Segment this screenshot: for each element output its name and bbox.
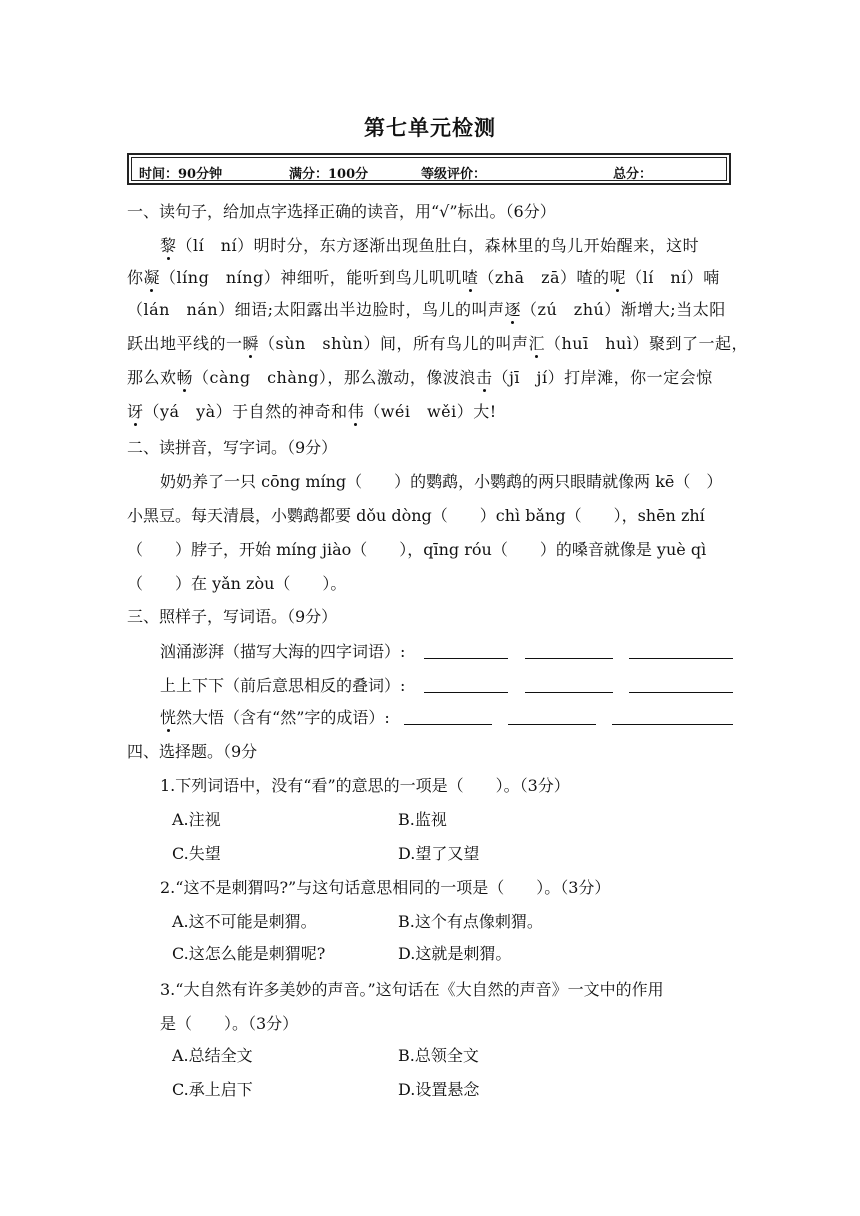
dotted-char: 汇 <box>528 334 545 353</box>
s2-line-4: （ ）在 yǎn zòu（ ）。 <box>127 574 347 593</box>
exam-time: 时间：90分钟 <box>139 167 223 182</box>
s3-row-3-label: 恍然大悟（含有“然”字的成语）: <box>160 708 390 727</box>
dotted-char: 伟 <box>347 402 365 421</box>
dotted-char: 讶 <box>127 402 144 421</box>
section-1-heading: 一、读句子，给加点字选择正确的读音，用“√”标出。（6分） <box>127 202 556 221</box>
answer-blank[interactable] <box>424 692 508 693</box>
s2-line-1: 奶奶养了一只 cōng míng（ ）的鹦鹉，小鹦鹉的两只眼睛就像两 kē（ ） <box>160 472 723 491</box>
dotted-char: 呢 <box>609 268 627 287</box>
q1-option-d[interactable]: D.望了又望 <box>398 844 480 863</box>
answer-blank[interactable] <box>612 724 733 725</box>
q1-option-b[interactable]: B.监视 <box>398 810 447 829</box>
s1-line-5: 那么欢畅（càng chàng），那么激动，像波浪击（jī jí）打岸滩，你一定会惊 <box>127 368 713 387</box>
s1-line-3: （lán nán）细语;太阳露出半边脸时，鸟儿的叫声逐（zú zhú）渐增大;当太阳 <box>127 300 726 319</box>
exam-info-box <box>127 153 731 185</box>
dotted-char: 畅 <box>176 368 194 387</box>
s1-line-1: 黎（lí ní）明时分，东方逐渐出现鱼肚白，森林里的鸟儿开始醒来，这时 <box>160 236 700 255</box>
dotted-char: 黎 <box>160 236 177 255</box>
s2-line-3: （ ）脖子，开始 míng jiào（ ），qīng róu（ ）的嗓音就像是 yuè qì <box>127 540 707 559</box>
section-3-heading: 三、照样子，写词语。（9分） <box>127 607 338 626</box>
q2-option-b[interactable]: B.这个有点像刺猬。 <box>398 912 543 931</box>
s1-line-2: 你凝（líng níng）神细听，能听到鸟儿叽叽喳（zhā zā）喳的呢（lí ní）喃 <box>127 268 720 287</box>
q3-option-a[interactable]: A.总结全文 <box>172 1046 253 1065</box>
q3-text-line-2: 是（ ）。（3分） <box>160 1014 299 1033</box>
dotted-char: 击 <box>475 368 493 387</box>
section-4-heading: 四、选择题。（9分 <box>127 742 258 761</box>
s1-line-6: 讶（yá yà）于自然的神奇和伟（wéi wěi）大! <box>127 402 497 421</box>
answer-blank[interactable] <box>508 724 596 725</box>
s3-row-1-label: 汹涌澎湃（描写大海的四字词语）: <box>160 642 406 661</box>
section-2-heading: 二、读拼音，写字词。（9分） <box>127 438 338 457</box>
answer-blank[interactable] <box>525 692 613 693</box>
dotted-char: 恍 <box>160 708 177 727</box>
q2-option-c[interactable]: C.这怎么能是刺猬呢? <box>172 944 326 963</box>
s2-line-2: 小黑豆。每天清晨，小鹦鹉都要 dǒu dòng（ ）chì bǎng（ ），shēn zhí <box>127 506 705 525</box>
q3-option-d[interactable]: D.设置悬念 <box>398 1080 480 1099</box>
answer-blank[interactable] <box>404 724 492 725</box>
q1-option-c[interactable]: C.失望 <box>172 844 221 863</box>
page-title: 第七单元检测 <box>364 116 496 140</box>
q3-text-line-1: 3.“大自然有许多美妙的声音。”这句话在《大自然的声音》一文中的作用 <box>160 980 664 999</box>
exam-full-score: 满分：100分 <box>289 167 369 182</box>
dotted-char: 喳 <box>461 268 479 287</box>
q2-option-d[interactable]: D.这就是刺猬。 <box>398 944 512 963</box>
s3-row-2-label: 上上下下（前后意思相反的叠词）: <box>160 676 406 695</box>
answer-blank[interactable] <box>525 658 613 659</box>
q2-text: 2.“这不是刺猬吗?”与这句话意思相同的一项是（ ）。（3分） <box>160 878 611 897</box>
exam-grade: 等级评价： <box>421 167 487 182</box>
s1-line-4: 跃出地平线的一瞬（sùn shùn）间，所有鸟儿的叫声汇（huī huì）聚到了一起， <box>127 334 748 353</box>
answer-blank[interactable] <box>424 658 508 659</box>
dotted-char: 瞬 <box>242 334 260 353</box>
answer-blank[interactable] <box>629 658 733 659</box>
answer-blank[interactable] <box>629 692 733 693</box>
q1-text: 1.下列词语中，没有“看”的意思的一项是（ ）。（3分） <box>160 776 570 795</box>
dotted-char: 凝 <box>143 268 161 287</box>
q1-option-a[interactable]: A.注视 <box>172 810 221 829</box>
exam-total: 总分： <box>613 167 653 182</box>
q3-option-c[interactable]: C.承上启下 <box>172 1080 253 1099</box>
q3-option-b[interactable]: B.总领全文 <box>398 1046 479 1065</box>
dotted-char: 逐 <box>504 300 522 319</box>
q2-option-a[interactable]: A.这不可能是刺猬。 <box>172 912 317 931</box>
